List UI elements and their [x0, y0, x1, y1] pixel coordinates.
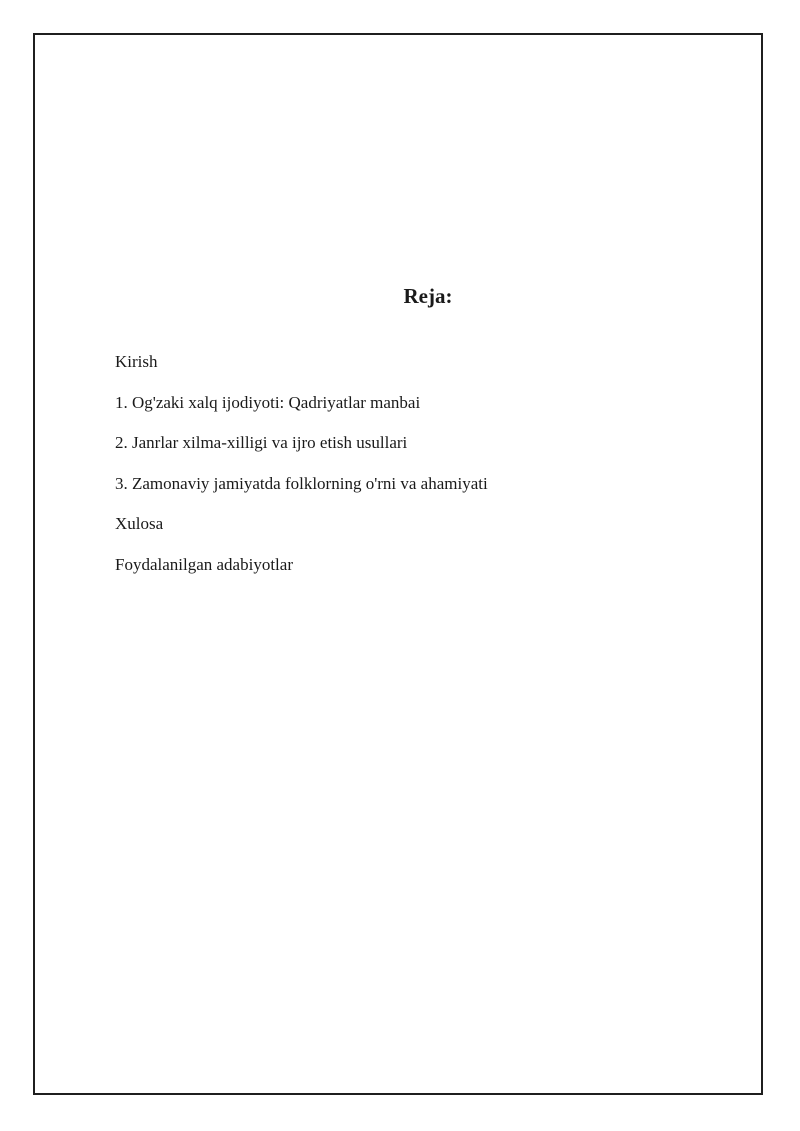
plan-item-1: 1. Og'zaki xalq ijodiyoti: Qadriyatlar manbai: [115, 392, 421, 412]
plan-item-references: Foydalanilgan adabiyotlar: [115, 554, 293, 574]
page-title: Reja:: [403, 284, 453, 308]
plan-item-3: 3. Zamonaviy jamiyatda folklorning o'rni va ahamiyati: [115, 473, 488, 493]
plan-item-conclusion: Xulosa: [115, 514, 164, 533]
plan-item-2: 2. Janrlar xilma-xilligi va ijro etish usullari: [115, 433, 408, 452]
plan-list: [115, 352, 488, 595]
plan-item-intro: Kirish: [115, 352, 158, 371]
